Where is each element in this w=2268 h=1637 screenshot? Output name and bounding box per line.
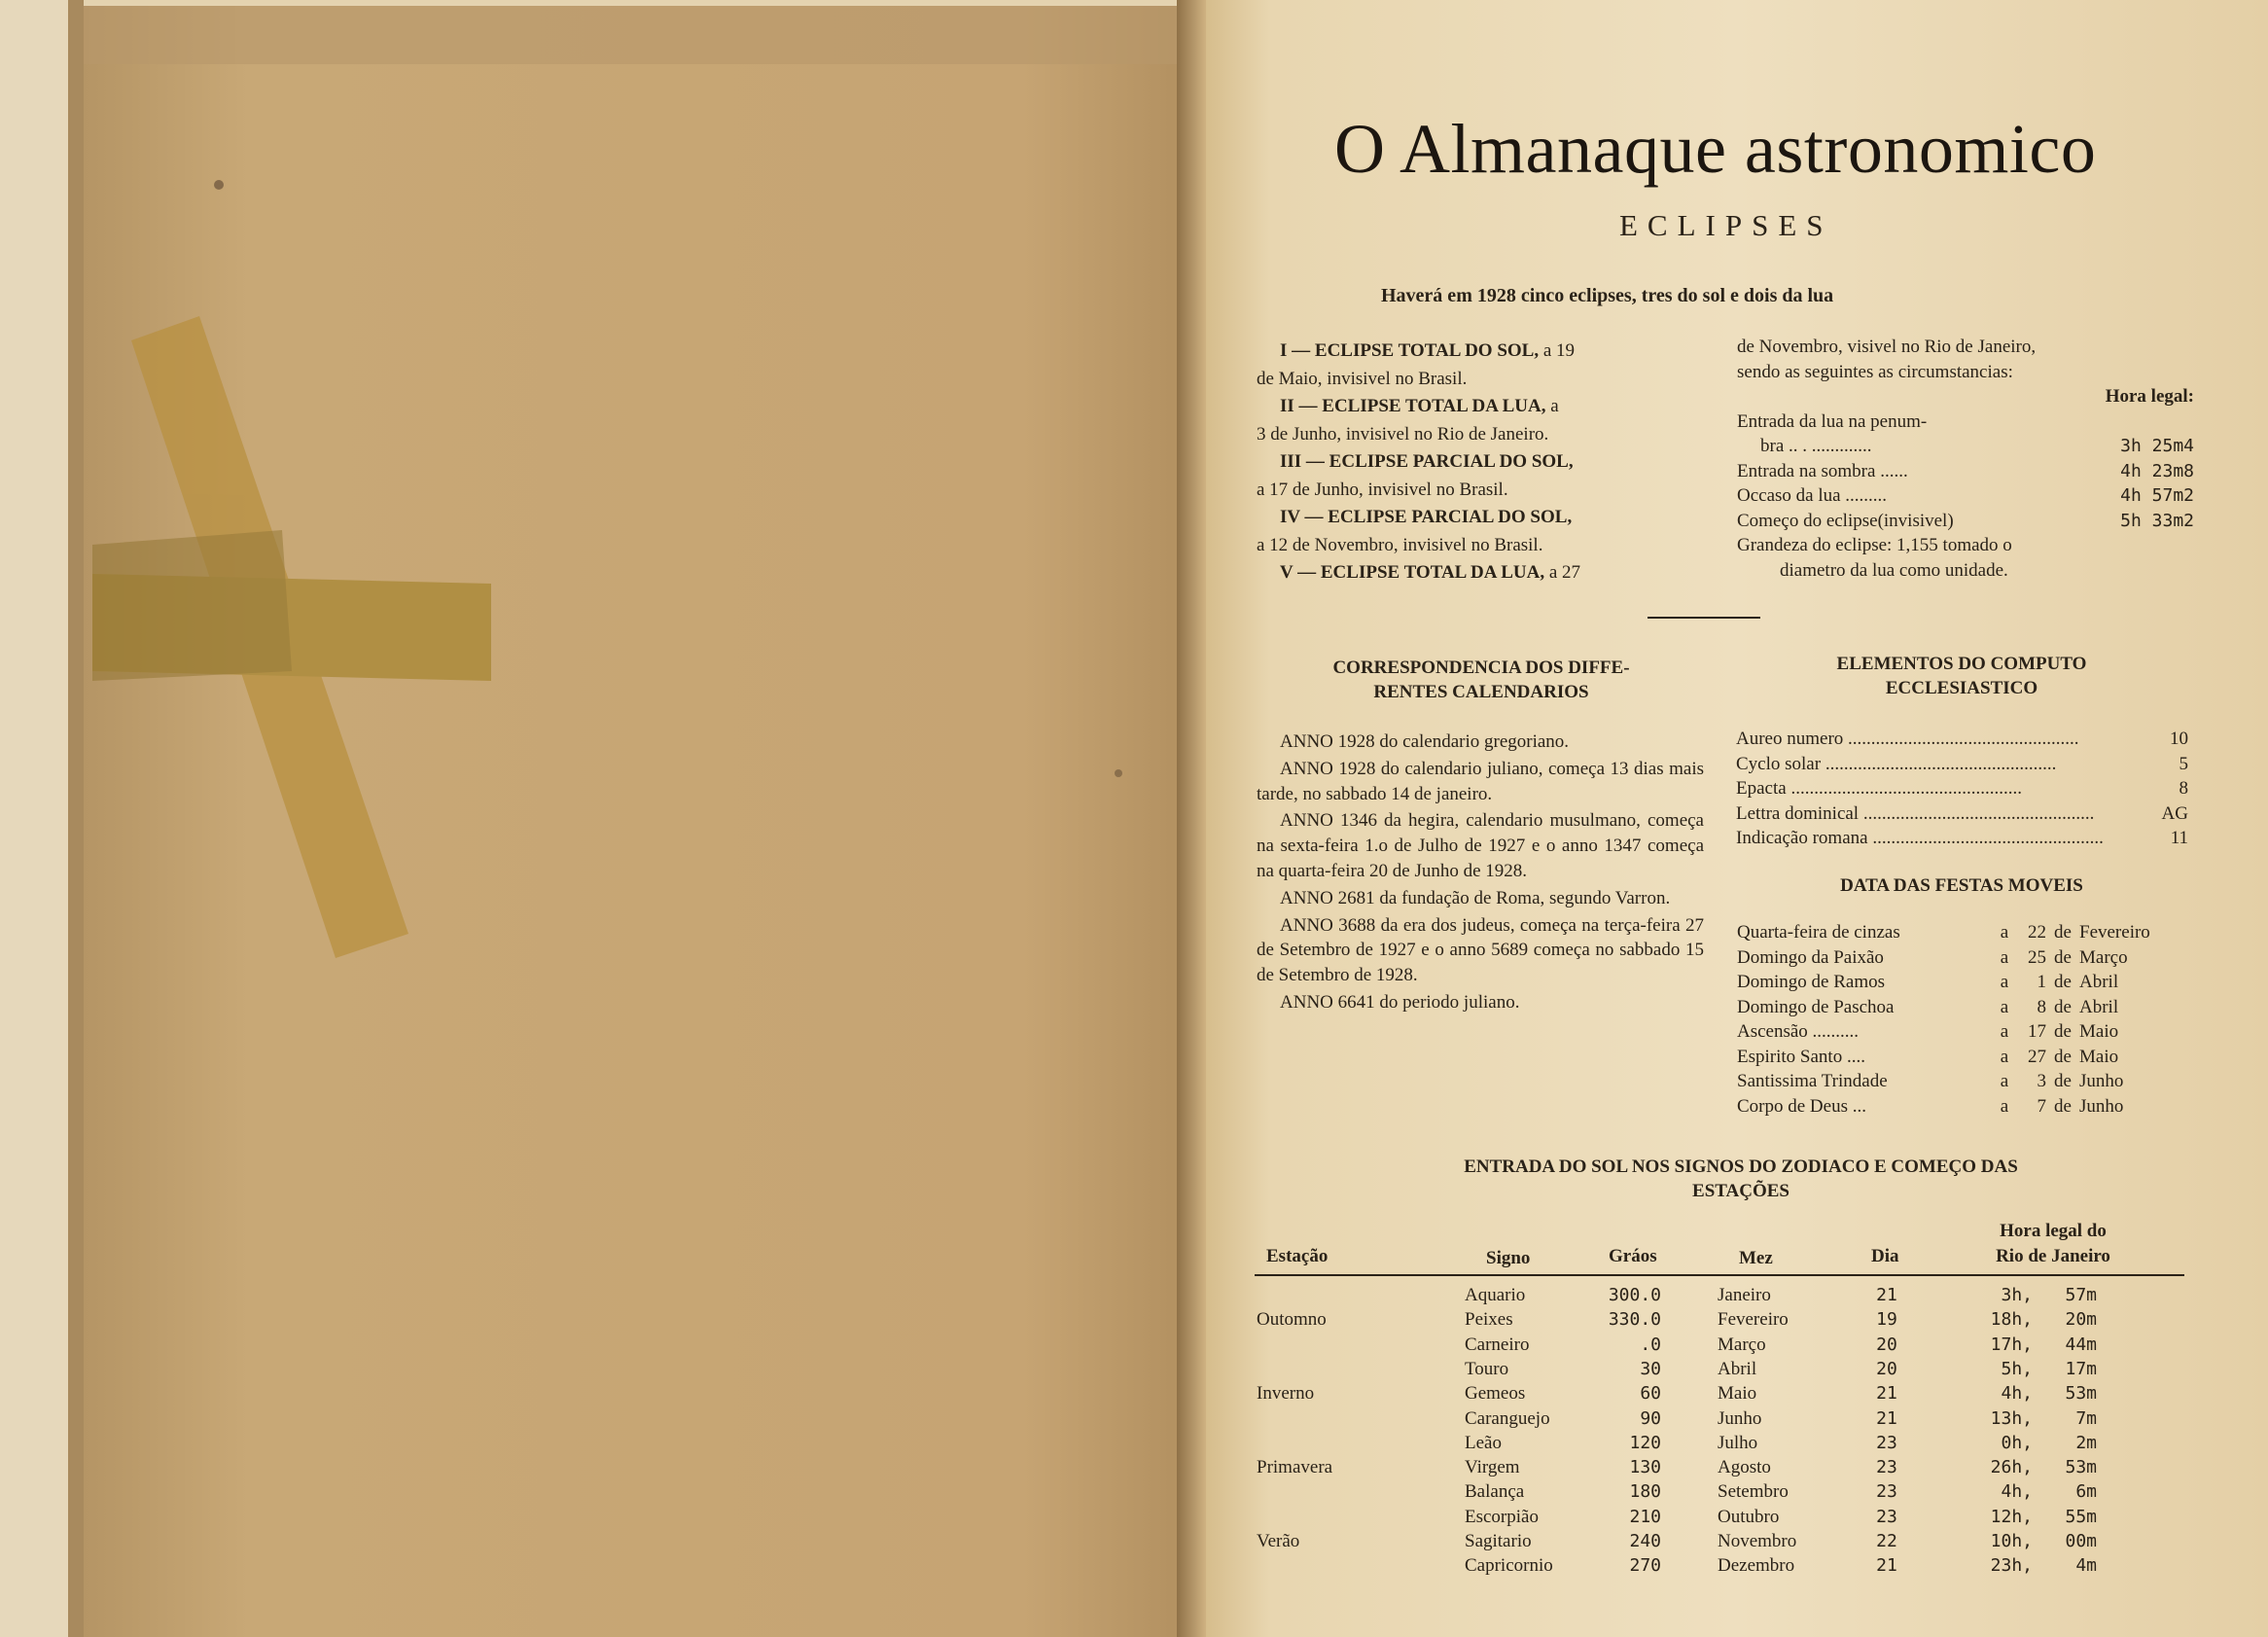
- zod-signo: Sagitario: [1465, 1531, 1532, 1551]
- festa-a: a: [2000, 922, 2009, 943]
- festa-row: [1737, 1069, 2184, 1094]
- zod-signo: Caranguejo: [1465, 1407, 1550, 1429]
- zod-signo: Peixes: [1465, 1309, 1513, 1331]
- festa-a: a: [2000, 1071, 2009, 1091]
- eclipse-circumstances: [1737, 335, 2194, 583]
- circumstance-label: bra .. . .............: [1760, 436, 1872, 456]
- zod-mez: Setembro: [1718, 1481, 1789, 1503]
- eclipse-heading: V — ECLIPSE TOTAL DA LUA,: [1280, 562, 1545, 583]
- zod-signo: Leão: [1465, 1432, 1502, 1453]
- zod-dia: 22: [1876, 1531, 1897, 1551]
- eclipse-text: a 12 de Novembro, invisivel no Brasil.: [1257, 534, 1543, 555]
- zodiaco-row: [1255, 1359, 2184, 1383]
- eclipse-line: [1257, 366, 1704, 394]
- festa-day: 8: [2037, 996, 2046, 1017]
- zod-hora: 0h,: [2001, 1432, 2033, 1453]
- zodiaco-row: [1255, 1285, 2184, 1309]
- zod-hora: 3h,: [2001, 1285, 2033, 1305]
- correspondencia-title-line: RENTES CALENDARIOS: [1373, 682, 1589, 702]
- correspondencia-paragraph: ANNO 1928 do calendario gregoriano.: [1280, 731, 1570, 752]
- eclipse-text: a 19: [1539, 340, 1576, 361]
- zod-hora: 4h,: [2001, 1481, 2033, 1503]
- zod-mez: Fevereiro: [1718, 1309, 1789, 1331]
- elementos-label-text: Epacta: [1736, 778, 1787, 799]
- leader-dots: ..................................................: [1786, 778, 2022, 799]
- circumstance-value: 4h 57m2: [2120, 485, 2194, 506]
- zod-mez: Janeiro: [1718, 1285, 1771, 1305]
- elementos-row: [1736, 752, 2188, 777]
- zod-graos: 210: [1629, 1506, 1661, 1527]
- festa-name: Ascensão ..........: [1737, 1021, 1860, 1042]
- zod-signo: Gemeos: [1465, 1383, 1526, 1405]
- zod-minuto: 20m: [2065, 1309, 2097, 1331]
- festa-name: Espirito Santo ....: [1737, 1046, 1865, 1067]
- festa-month: Abril: [2079, 972, 2119, 992]
- zod-signo: Balança: [1465, 1481, 1525, 1503]
- festa-de: de: [2054, 996, 2072, 1017]
- zod-mez: Agosto: [1718, 1457, 1771, 1478]
- zod-estacao: Inverno: [1257, 1383, 1315, 1405]
- festa-row: [1737, 920, 2184, 945]
- eclipse-line: [1257, 421, 1704, 449]
- zod-dia: 20: [1876, 1358, 1897, 1379]
- elementos-value: 8: [2179, 778, 2188, 799]
- zod-minuto: 44m: [2065, 1334, 2097, 1355]
- elementos-label-text: Aureo numero: [1736, 729, 1844, 749]
- zod-estacao: Outomno: [1257, 1309, 1327, 1331]
- zodiaco-row: [1255, 1481, 2184, 1506]
- festa-name: Domingo de Ramos: [1737, 972, 1885, 992]
- circumstance-value: 4h 23m8: [2120, 460, 2194, 481]
- header-estacao: Estação: [1266, 1246, 1329, 1266]
- zod-graos: 330.0: [1608, 1309, 1661, 1331]
- zod-minuto: 7m: [2075, 1407, 2097, 1429]
- correspondencia-title: [1257, 656, 1706, 704]
- festa-month: Abril: [2079, 996, 2119, 1017]
- zod-graos: .0: [1640, 1334, 1661, 1355]
- zod-hora: 26h,: [1990, 1457, 2033, 1478]
- eclipse-text: 3 de Junho, invisivel no Rio de Janeiro.: [1257, 423, 1549, 445]
- eclipse-text: a 27: [1544, 562, 1581, 583]
- grandeza-line: diametro da lua como unidade.: [1780, 559, 2008, 581]
- zod-minuto: 17m: [2065, 1358, 2097, 1379]
- zod-mez: Outubro: [1718, 1506, 1780, 1527]
- elementos-title: [1743, 652, 2180, 700]
- festas-title: DATA DAS FESTAS MOVEIS: [1840, 875, 2083, 896]
- zod-minuto: 2m: [2075, 1432, 2097, 1453]
- festa-row: [1737, 1019, 2184, 1045]
- zodiaco-row: [1255, 1507, 2184, 1531]
- eclipse-line: [1257, 532, 1704, 560]
- circumstance-row: [1737, 459, 2194, 484]
- elementos-row: [1736, 826, 2188, 851]
- leader-dots: ..................................................: [1859, 802, 2095, 824]
- correspondencia-paragraph: ANNO 1928 do calendario juliano, começa 13 dias mais tarde, no sabbado 14 de janeiro.: [1257, 758, 1704, 804]
- zod-hora: 5h,: [2001, 1358, 2033, 1379]
- festa-de: de: [2054, 1046, 2072, 1067]
- eclipse-text: a 17 de Junho, invisivel no Brasil.: [1257, 479, 1508, 500]
- zod-mez: Julho: [1718, 1432, 1758, 1453]
- header-hora-line1: Hora legal do: [2000, 1221, 2107, 1241]
- zodiaco-row: [1255, 1531, 2184, 1555]
- festa-name: Domingo da Paixão: [1737, 946, 1884, 968]
- zod-mez: Maio: [1718, 1383, 1757, 1405]
- festa-name: Domingo de Paschoa: [1737, 996, 1895, 1017]
- elementos-label: [1736, 752, 2149, 777]
- correspondencia-body: [1257, 730, 1704, 1015]
- festa-month: Maio: [2079, 1046, 2119, 1067]
- festa-de: de: [2054, 972, 2072, 992]
- zod-mez: Abril: [1718, 1358, 1757, 1379]
- circumstance-row: [1737, 483, 2194, 509]
- circumstance-label: Entrada na sombra ......: [1737, 460, 1908, 481]
- circumstance-row: [1737, 434, 2194, 459]
- circumstance-row: [1737, 409, 2194, 435]
- zod-signo: Aquario: [1465, 1285, 1526, 1305]
- zod-mez: Junho: [1718, 1407, 1762, 1429]
- leader-dots: ..................................................: [1843, 729, 2079, 749]
- festa-row: [1737, 1094, 2184, 1120]
- festa-day: 1: [2037, 972, 2046, 992]
- festa-month: Junho: [2079, 1071, 2124, 1091]
- festa-day: 25: [2028, 946, 2046, 968]
- festa-row: [1737, 995, 2184, 1020]
- zod-hora: 23h,: [1990, 1555, 2033, 1577]
- circumstances-table: [1737, 409, 2194, 534]
- zod-hora: 10h,: [1990, 1531, 2033, 1551]
- circumstance-value: [2078, 409, 2194, 435]
- zod-minuto: 57m: [2065, 1285, 2097, 1305]
- zod-signo: Touro: [1465, 1358, 1509, 1379]
- circumstance-label: Occaso da lua .........: [1737, 485, 1888, 506]
- zod-mez: Dezembro: [1718, 1555, 1795, 1577]
- zod-dia: 21: [1876, 1285, 1897, 1305]
- elementos-row: [1736, 776, 2188, 801]
- zod-hora: 13h,: [1990, 1407, 2033, 1429]
- eclipse-line: [1257, 477, 1704, 505]
- zod-graos: 300.0: [1608, 1285, 1661, 1305]
- grandeza-line: Grandeza do eclipse: 1,155 tomado o: [1737, 535, 2012, 555]
- eclipse-heading: III — ECLIPSE PARCIAL DO SOL,: [1280, 451, 1574, 472]
- elementos-row: [1736, 727, 2188, 752]
- eclipses-list: [1257, 338, 1704, 587]
- zod-graos: 60: [1640, 1383, 1661, 1405]
- correspondencia-paragraph: ANNO 6641 do periodo juliano.: [1280, 991, 1520, 1013]
- elementos-label-text: Indicação romana: [1736, 828, 1868, 848]
- zodiaco-header: [1255, 1221, 2184, 1268]
- elementos-value: 11: [2170, 828, 2188, 848]
- festa-de: de: [2054, 1071, 2072, 1091]
- elementos-label: [1736, 826, 2149, 851]
- header-graos: Gráos: [1609, 1246, 1657, 1266]
- eclipse-text: de Maio, invisivel no Brasil.: [1257, 368, 1468, 389]
- correspondencia-paragraph: ANNO 3688 da era dos judeus, começa na terça-feira 27 de Setembro de 1927 e o anno 5689 começa no sabbado 15 de Setembro de 1928.: [1257, 914, 1704, 986]
- section-title-eclipses: ECLIPSES: [1619, 208, 1833, 242]
- festa-row: [1737, 1045, 2184, 1070]
- zod-hora: 17h,: [1990, 1334, 2033, 1355]
- zod-estacao: Primavera: [1257, 1457, 1333, 1478]
- zod-signo: Escorpião: [1465, 1506, 1539, 1527]
- zod-hora: 4h,: [2001, 1383, 2033, 1405]
- eclipse-text: a: [1545, 396, 1559, 416]
- zod-graos: 270: [1629, 1555, 1661, 1577]
- zodiaco-title: [1303, 1155, 2179, 1203]
- festa-name: Corpo de Deus ...: [1737, 1095, 1866, 1117]
- festa-de: de: [2054, 922, 2072, 943]
- eclipse-continuation-line: sendo as seguintes as circumstancias:: [1737, 361, 2013, 382]
- festas-list: [1737, 920, 2184, 1119]
- elementos-label: [1736, 727, 2149, 752]
- page-title: O Almanaque astronomico: [1334, 110, 2097, 188]
- festa-row: [1737, 945, 2184, 971]
- festa-day: 22: [2028, 922, 2046, 943]
- elementos-label: [1736, 776, 2149, 801]
- zod-dia: 19: [1876, 1309, 1897, 1331]
- leader-dots: ..................................................: [1821, 753, 2057, 774]
- eclipse-line: [1257, 393, 1704, 421]
- elementos-label: [1736, 801, 2149, 827]
- zod-dia: 23: [1876, 1457, 1897, 1478]
- festa-a: a: [2000, 1095, 2009, 1117]
- elementos-value: 5: [2179, 753, 2188, 774]
- festa-de: de: [2054, 1095, 2072, 1117]
- circumstance-label: Entrada da lua na penum-: [1737, 410, 1928, 432]
- circumstance-value: 5h 33m2: [2120, 510, 2194, 531]
- zod-signo: Carneiro: [1465, 1334, 1530, 1355]
- festa-name: Santissima Trindade: [1737, 1071, 1888, 1091]
- zod-minuto: 4m: [2075, 1555, 2097, 1577]
- festa-month: Maio: [2079, 1021, 2119, 1042]
- correspondencia-paragraph: ANNO 1346 da hegira, calendario musulmano, começa na sexta-feira 1.o de Julho de 1927 e o anno 1347 começa na quarta-feira 20 de Junho de 1928.: [1257, 810, 1704, 881]
- festa-a: a: [2000, 996, 2009, 1017]
- zod-minuto: 6m: [2075, 1481, 2097, 1503]
- eclipse-continuation-line: de Novembro, visivel no Rio de Janeiro,: [1737, 337, 2037, 357]
- zod-dia: 20: [1876, 1334, 1897, 1355]
- festas-table: [1737, 920, 2184, 1119]
- zod-minuto: 55m: [2065, 1506, 2097, 1527]
- zodiaco-row: [1255, 1309, 2184, 1334]
- elementos-value: 10: [2170, 729, 2188, 749]
- zodiaco-title-line: ESTAÇÕES: [1692, 1181, 1790, 1201]
- festa-day: 27: [2028, 1046, 2046, 1067]
- elementos-title-line: ELEMENTOS DO COMPUTO: [1836, 654, 2087, 674]
- festa-de: de: [2054, 946, 2072, 968]
- zod-dia: 21: [1876, 1407, 1897, 1429]
- header-hora-line2: Rio de Janeiro: [1996, 1246, 2110, 1266]
- zod-dia: 23: [1876, 1506, 1897, 1527]
- zod-graos: 180: [1629, 1481, 1661, 1503]
- elementos-label-text: Cyclo solar: [1736, 753, 1822, 774]
- zod-mez: Novembro: [1718, 1531, 1797, 1551]
- elementos-list: [1736, 727, 2188, 851]
- eclipse-line: [1257, 338, 1704, 366]
- zodiaco-row: [1255, 1383, 2184, 1407]
- circumstance-value: 3h 25m4: [2120, 436, 2194, 456]
- zod-dia: 23: [1876, 1481, 1897, 1503]
- elementos-table: [1736, 727, 2188, 851]
- zod-graos: 90: [1640, 1407, 1661, 1429]
- eclipse-heading: II — ECLIPSE TOTAL DA LUA,: [1280, 396, 1546, 416]
- circumstance-row: [1737, 509, 2194, 534]
- festa-day: 3: [2037, 1071, 2046, 1091]
- festa-a: a: [2000, 1021, 2009, 1042]
- festa-name: Quarta-feira de cinzas: [1737, 922, 1900, 943]
- leader-dots: ..................................................: [1867, 828, 2104, 848]
- zodiaco-row: [1255, 1457, 2184, 1481]
- zod-graos: 30: [1640, 1358, 1661, 1379]
- zodiaco-row: [1255, 1555, 2184, 1580]
- zodiaco-title-line: ENTRADA DO SOL NOS SIGNOS DO ZODIACO E COMEÇO DAS: [1464, 1157, 2018, 1177]
- eclipses-intro: Haverá em 1928 cinco eclipses, tres do sol e dois da lua: [1381, 285, 1834, 306]
- zod-hora: 18h,: [1990, 1309, 2033, 1331]
- elementos-label-text: Lettra dominical: [1736, 802, 1860, 824]
- zod-dia: 21: [1876, 1555, 1897, 1577]
- zodiaco-row: [1255, 1335, 2184, 1359]
- header-mez: Mez: [1739, 1248, 1773, 1268]
- zodiaco-header-rule: [1255, 1274, 2184, 1276]
- eclipse-line: [1257, 559, 1704, 587]
- zod-minuto: 53m: [2065, 1457, 2097, 1478]
- festa-day: 7: [2037, 1095, 2046, 1117]
- elementos-row: [1736, 801, 2188, 827]
- eclipse-line: [1257, 448, 1704, 477]
- festa-month: Março: [2079, 946, 2128, 968]
- zod-estacao: Verão: [1257, 1531, 1300, 1551]
- zod-signo: Capricornio: [1465, 1555, 1553, 1577]
- festa-de: de: [2054, 1021, 2072, 1042]
- festa-row: [1737, 970, 2184, 995]
- festa-month: Junho: [2079, 1095, 2124, 1117]
- festa-month: Fevereiro: [2079, 922, 2150, 943]
- zod-minuto: 00m: [2065, 1531, 2097, 1551]
- correspondencia-title-line: CORRESPONDENCIA DOS DIFFE-: [1332, 658, 1630, 678]
- elementos-title-line: ECCLESIASTICO: [1885, 678, 2038, 698]
- festa-a: a: [2000, 1046, 2009, 1067]
- zodiaco-row: [1255, 1433, 2184, 1457]
- zod-dia: 21: [1876, 1383, 1897, 1405]
- eclipse-heading: IV — ECLIPSE PARCIAL DO SOL,: [1280, 507, 1573, 527]
- circumstance-label: Começo do eclipse(invisivel): [1737, 510, 1954, 531]
- header-dia: Dia: [1871, 1246, 1899, 1266]
- elementos-value: AG: [2161, 802, 2188, 824]
- hora-legal-label: Hora legal:: [2105, 386, 2194, 407]
- correspondencia-paragraph: ANNO 2681 da fundação de Roma, segundo Varron.: [1280, 887, 1671, 908]
- section-divider: [1648, 617, 1760, 619]
- zod-graos: 120: [1629, 1432, 1661, 1453]
- festa-a: a: [2000, 946, 2009, 968]
- zod-minuto: 53m: [2065, 1383, 2097, 1405]
- zod-graos: 130: [1629, 1457, 1661, 1478]
- zodiaco-row: [1255, 1408, 2184, 1433]
- zod-dia: 23: [1876, 1432, 1897, 1453]
- festa-day: 17: [2028, 1021, 2046, 1042]
- zod-mez: Março: [1718, 1334, 1766, 1355]
- festa-a: a: [2000, 972, 2009, 992]
- eclipse-heading: I — ECLIPSE TOTAL DO SOL,: [1280, 340, 1540, 361]
- eclipse-line: [1257, 504, 1704, 532]
- header-signo: Signo: [1486, 1248, 1531, 1268]
- zod-signo: Virgem: [1465, 1457, 1520, 1478]
- zod-graos: 240: [1629, 1531, 1661, 1551]
- zod-hora: 12h,: [1990, 1506, 2033, 1527]
